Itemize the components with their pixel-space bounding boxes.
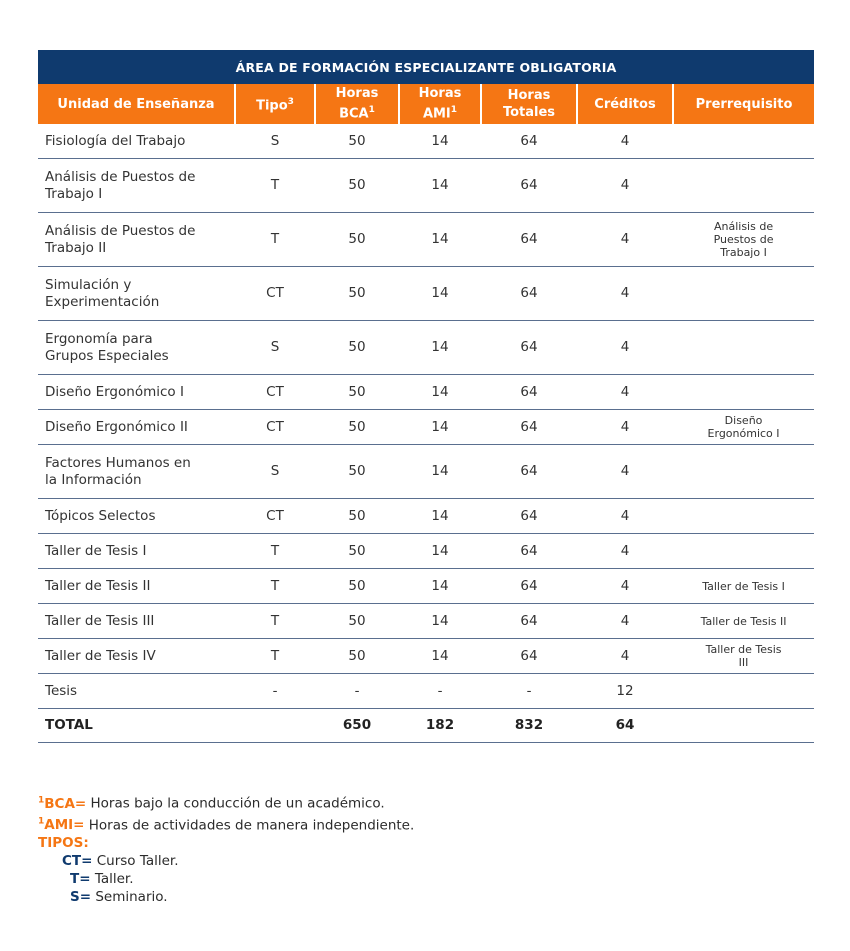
cell-ami: 14 <box>399 124 481 159</box>
table-row <box>38 534 814 569</box>
cell-totales: 64 <box>481 159 577 213</box>
cell-bca: 50 <box>315 375 399 410</box>
cell-prerrequisito <box>673 124 814 159</box>
total-totales: 832 <box>481 709 577 743</box>
cell-tipo: T <box>235 213 315 267</box>
cell-prerrequisito <box>673 267 814 321</box>
table-title: ÁREA DE FORMACIÓN ESPECIALIZANTE OBLIGATORIA <box>38 50 814 84</box>
cell-totales: 64 <box>481 569 577 604</box>
cell-ami: 14 <box>399 321 481 375</box>
cell-bca: 50 <box>315 410 399 445</box>
col-header-ami: Horas AMI$^1$ <box>399 84 481 124</box>
cell-prerrequisito <box>673 445 814 499</box>
cell-creditos: 4 <box>577 534 673 569</box>
cell-creditos: 4 <box>577 375 673 410</box>
cell-totales: 64 <box>481 499 577 534</box>
cell-creditos: 4 <box>577 410 673 445</box>
table-row <box>38 159 814 213</box>
total-row <box>38 709 814 743</box>
cell-tipo: T <box>235 534 315 569</box>
cell-unidad: Taller de Tesis III <box>38 604 235 639</box>
cell-unidad: Factores Humanos en la Información <box>38 445 235 499</box>
cell-tipo: T <box>235 604 315 639</box>
cell-creditos: 4 <box>577 267 673 321</box>
table-row <box>38 499 814 534</box>
cell-prerrequisito <box>673 534 814 569</box>
cell-unidad: Taller de Tesis I <box>38 534 235 569</box>
table-row <box>38 604 814 639</box>
cell-totales: 64 <box>481 375 577 410</box>
cell-tipo: S <box>235 445 315 499</box>
cell-prerrequisito <box>673 321 814 375</box>
cell-totales: 64 <box>481 267 577 321</box>
cell-ami: 14 <box>399 410 481 445</box>
cell-bca: 50 <box>315 499 399 534</box>
cell-ami: 14 <box>399 445 481 499</box>
cell-prerrequisito: Taller de Tesis III <box>673 639 814 674</box>
cell-creditos: 4 <box>577 604 673 639</box>
cell-ami: 14 <box>399 375 481 410</box>
note-ami: $^1$AMI= Horas de actividades de manera independiente. <box>38 816 415 833</box>
cell-ami: 14 <box>399 267 481 321</box>
cell-bca: 50 <box>315 569 399 604</box>
cell-prerrequisito <box>673 674 814 709</box>
cell-creditos: 4 <box>577 499 673 534</box>
cell-prerrequisito: Diseño Ergonómico I <box>673 410 814 445</box>
cell-unidad: Diseño Ergonómico II <box>38 410 235 445</box>
table-row <box>38 569 814 604</box>
cell-prerrequisito <box>673 159 814 213</box>
cell-totales: 64 <box>481 410 577 445</box>
col-header-unidad: Unidad de Enseñanza <box>38 84 235 124</box>
cell-tipo: S <box>235 321 315 375</box>
cell-totales: 64 <box>481 639 577 674</box>
cell-prerrequisito: Taller de Tesis II <box>673 604 814 639</box>
cell-tipo: CT <box>235 375 315 410</box>
cell-ami: 14 <box>399 499 481 534</box>
cell-bca: 50 <box>315 534 399 569</box>
cell-tipo: S <box>235 124 315 159</box>
col-header-creditos: Créditos <box>577 84 673 124</box>
cell-totales: - <box>481 674 577 709</box>
cell-bca: 50 <box>315 159 399 213</box>
curriculum-table <box>38 50 814 743</box>
cell-bca: 50 <box>315 604 399 639</box>
cell-totales: 64 <box>481 124 577 159</box>
cell-prerrequisito <box>673 375 814 410</box>
cell-totales: 64 <box>481 604 577 639</box>
total-bca: 650 <box>315 709 399 743</box>
cell-unidad: Fisiología del Trabajo <box>38 124 235 159</box>
table-row <box>38 267 814 321</box>
table-row <box>38 213 814 267</box>
cell-prerrequisito: Taller de Tesis I <box>673 569 814 604</box>
cell-unidad: Ergonomía para Grupos Especiales <box>38 321 235 375</box>
total-tipo <box>235 709 315 743</box>
cell-creditos: 4 <box>577 159 673 213</box>
cell-creditos: 4 <box>577 321 673 375</box>
cell-bca: 50 <box>315 267 399 321</box>
total-prerrequisito <box>673 709 814 743</box>
total-label: TOTAL <box>38 709 235 743</box>
total-creditos: 64 <box>577 709 673 743</box>
table-row <box>38 410 814 445</box>
cell-ami: 14 <box>399 534 481 569</box>
cell-totales: 64 <box>481 445 577 499</box>
cell-prerrequisito <box>673 499 814 534</box>
table-row <box>38 445 814 499</box>
col-header-bca: Horas BCA$^1$ <box>315 84 399 124</box>
cell-totales: 64 <box>481 321 577 375</box>
cell-totales: 64 <box>481 534 577 569</box>
cell-bca: 50 <box>315 321 399 375</box>
cell-creditos: 4 <box>577 213 673 267</box>
cell-bca: 50 <box>315 639 399 674</box>
cell-tipo: T <box>235 639 315 674</box>
table-row <box>38 375 814 410</box>
cell-ami: 14 <box>399 159 481 213</box>
note-tipos-label: TIPOS: <box>38 835 89 851</box>
cell-unidad: Tesis <box>38 674 235 709</box>
cell-ami: 14 <box>399 639 481 674</box>
table-row <box>38 124 814 159</box>
cell-bca: - <box>315 674 399 709</box>
note-bca: $^1$BCA= Horas bajo la conducción de un académico. <box>38 795 385 812</box>
cell-tipo: CT <box>235 499 315 534</box>
cell-totales: 64 <box>481 213 577 267</box>
cell-ami: - <box>399 674 481 709</box>
cell-creditos: 4 <box>577 445 673 499</box>
note-s: S= Seminario. <box>70 889 168 905</box>
cell-bca: 50 <box>315 124 399 159</box>
note-ct: CT= Curso Taller. <box>62 853 179 869</box>
col-header-prerrequisito: Prerrequisito <box>673 84 814 124</box>
cell-unidad: Diseño Ergonómico I <box>38 375 235 410</box>
cell-creditos: 12 <box>577 674 673 709</box>
cell-ami: 14 <box>399 604 481 639</box>
cell-ami: 14 <box>399 213 481 267</box>
table-row <box>38 639 814 674</box>
cell-creditos: 4 <box>577 124 673 159</box>
cell-unidad: Taller de Tesis IV <box>38 639 235 674</box>
cell-tipo: T <box>235 569 315 604</box>
note-t: T= Taller. <box>70 871 134 887</box>
cell-creditos: 4 <box>577 639 673 674</box>
cell-bca: 50 <box>315 445 399 499</box>
col-header-tipo: Tipo$^3$ <box>235 84 315 124</box>
cell-unidad: Análisis de Puestos de Trabajo II <box>38 213 235 267</box>
cell-bca: 50 <box>315 213 399 267</box>
cell-unidad: Tópicos Selectos <box>38 499 235 534</box>
cell-tipo: - <box>235 674 315 709</box>
footnotes <box>38 791 414 906</box>
total-ami: 182 <box>399 709 481 743</box>
table-row <box>38 674 814 709</box>
cell-tipo: CT <box>235 410 315 445</box>
cell-prerrequisito: Análisis de Puestos de Trabajo I <box>673 213 814 267</box>
cell-unidad: Taller de Tesis II <box>38 569 235 604</box>
cell-tipo: T <box>235 159 315 213</box>
col-header-totales: Horas Totales <box>481 84 577 124</box>
cell-unidad: Simulación y Experimentación <box>38 267 235 321</box>
cell-unidad: Análisis de Puestos de Trabajo I <box>38 159 235 213</box>
cell-ami: 14 <box>399 569 481 604</box>
cell-tipo: CT <box>235 267 315 321</box>
cell-creditos: 4 <box>577 569 673 604</box>
table-row <box>38 321 814 375</box>
